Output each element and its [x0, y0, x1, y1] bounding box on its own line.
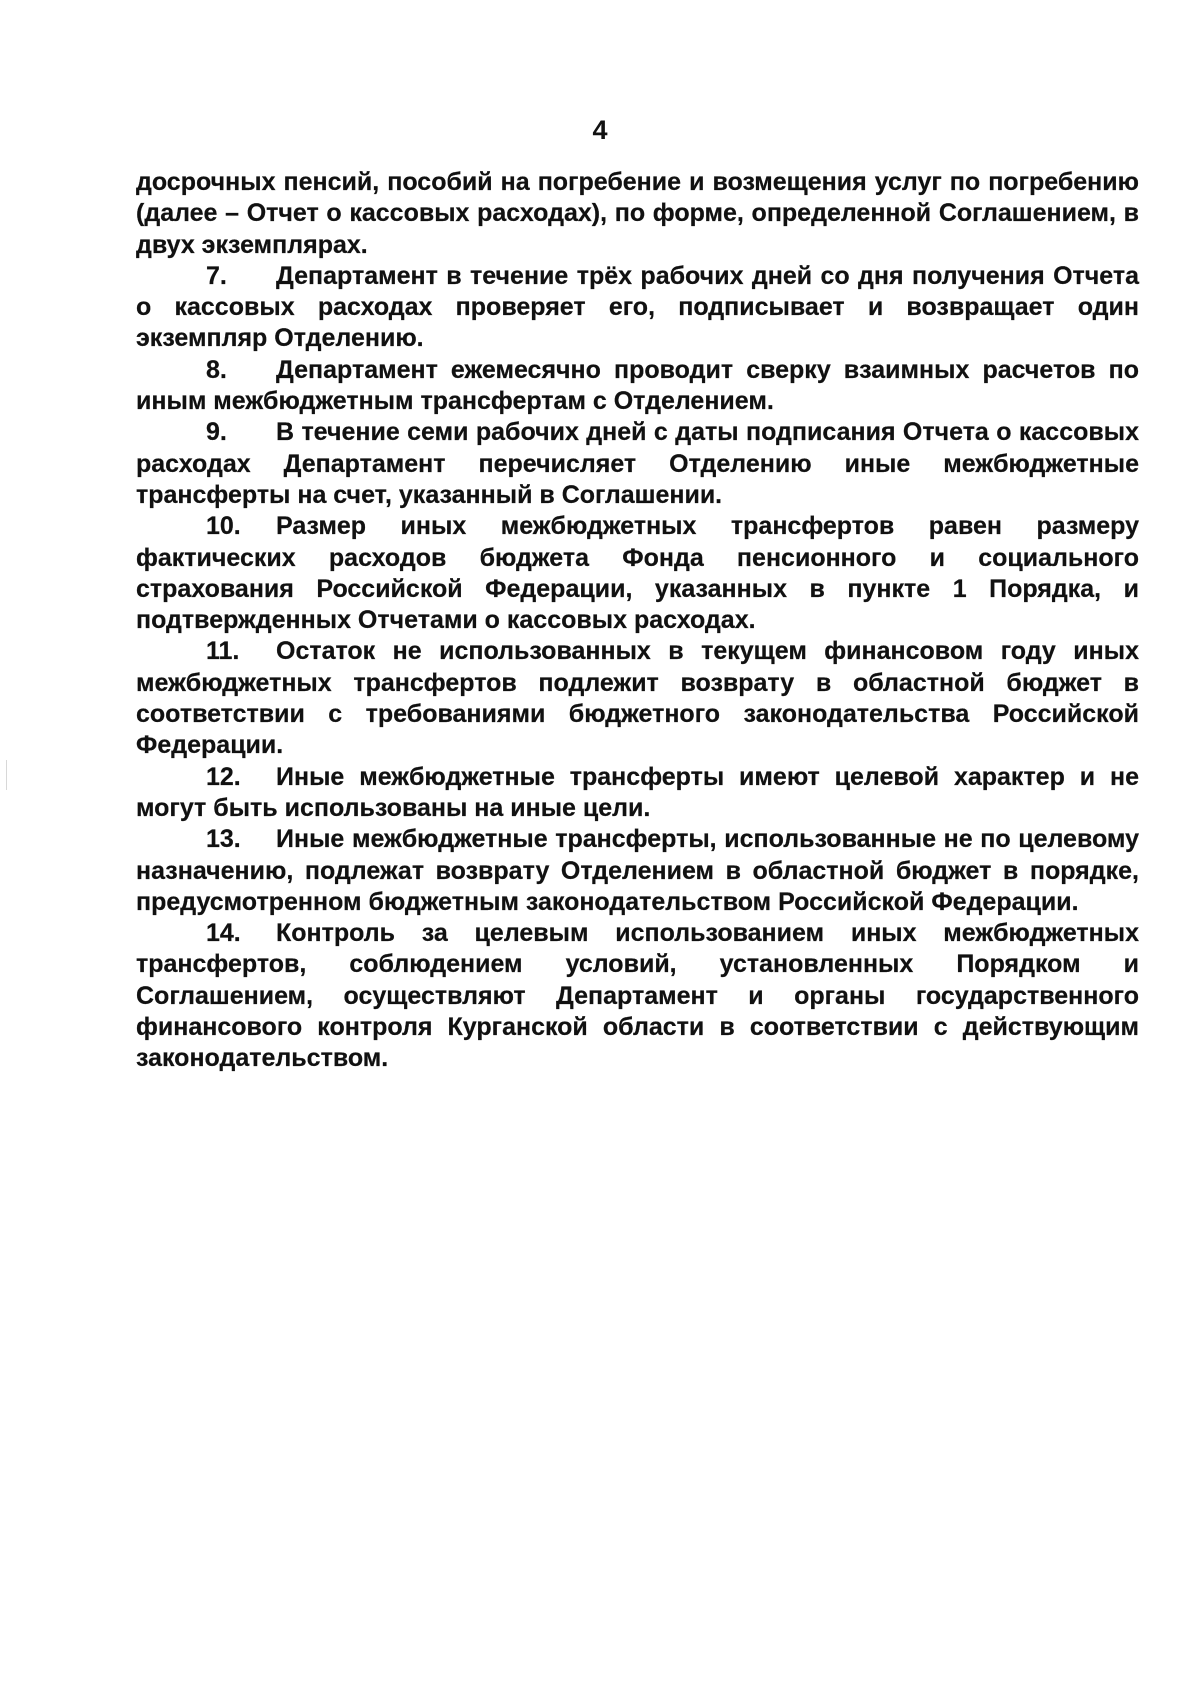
item-text: Департамент ежемесячно проводит сверку взаимных расчетов по иным межбюджетным трансфертам с Отделением.	[136, 355, 1139, 416]
item-number: 8.	[206, 355, 227, 384]
item-number: 13.	[206, 825, 241, 854]
item-number: 11.	[206, 637, 240, 666]
scan-artifact-line	[6, 760, 7, 790]
lead-paragraph: досрочных пенсий, пособий на погребение и возмещения услуг по погребению (далее – Отчет о кассовых расходах), по форме, определенной Соглашением, в двух экземплярах.	[136, 168, 1139, 259]
list-item-10	[136, 511, 1139, 636]
item-text: Контроль за целевым использованием иных межбюджетных трансфертов, соблюдением условий, установленных Порядком и Соглашением, осуществляют Департамент и органы государственного финансового контроля Курганской области в соответствии с действующим законодательством.	[136, 919, 1139, 1073]
item-text: Департамент в течение трёх рабочих дней со дня получения Отчета о кассовых расходах проверяет его, подписывает и возвращает один экземпляр Отделению.	[136, 261, 1139, 353]
item-text: Иные межбюджетные трансферты, использованные не по целевому назначению, подлежат возврату Отделением в областной бюджет в порядке, предусмотренном бюджетным законодательством Российской Федерации.	[136, 825, 1139, 916]
item-text: Остаток не использованных в текущем финансовом году иных межбюджетных трансфертов подлежит возврату в областной бюджет в соответствии с требованиями бюджетного законодательства Российской Федерации.	[136, 637, 1139, 760]
item-text: Иные межбюджетные трансферты имеют целевой характер и не могут быть использованы на иные цели.	[136, 762, 1139, 822]
list-item-13	[136, 824, 1139, 918]
list-item-12	[136, 762, 1139, 825]
item-number: 14.	[206, 919, 241, 948]
list-item-7	[136, 261, 1139, 355]
list-item-14	[136, 918, 1139, 1074]
list-item-9	[136, 417, 1139, 511]
list-item-8	[136, 355, 1139, 418]
item-number: 12.	[206, 762, 241, 791]
item-number: 7.	[206, 261, 227, 290]
document-body	[136, 167, 1139, 1075]
item-number: 10.	[206, 512, 241, 541]
page-number: 4	[592, 115, 608, 145]
item-text: В течение семи рабочих дней с даты подписания Отчета о кассовых расходах Департамент перечисляет Отделению иные межбюджетные трансферты на счет, указанный в Соглашении.	[136, 418, 1139, 509]
list-item-11	[136, 636, 1139, 761]
item-text: Размер иных межбюджетных трансфертов равен размеру фактических расходов бюджета Фонда пенсионного и социального страхования Российской Федерации, указанных в пункте 1 Порядка, и подтвержденных Отчетами о кассовых расходах.	[136, 512, 1139, 635]
item-number: 9.	[206, 418, 227, 447]
